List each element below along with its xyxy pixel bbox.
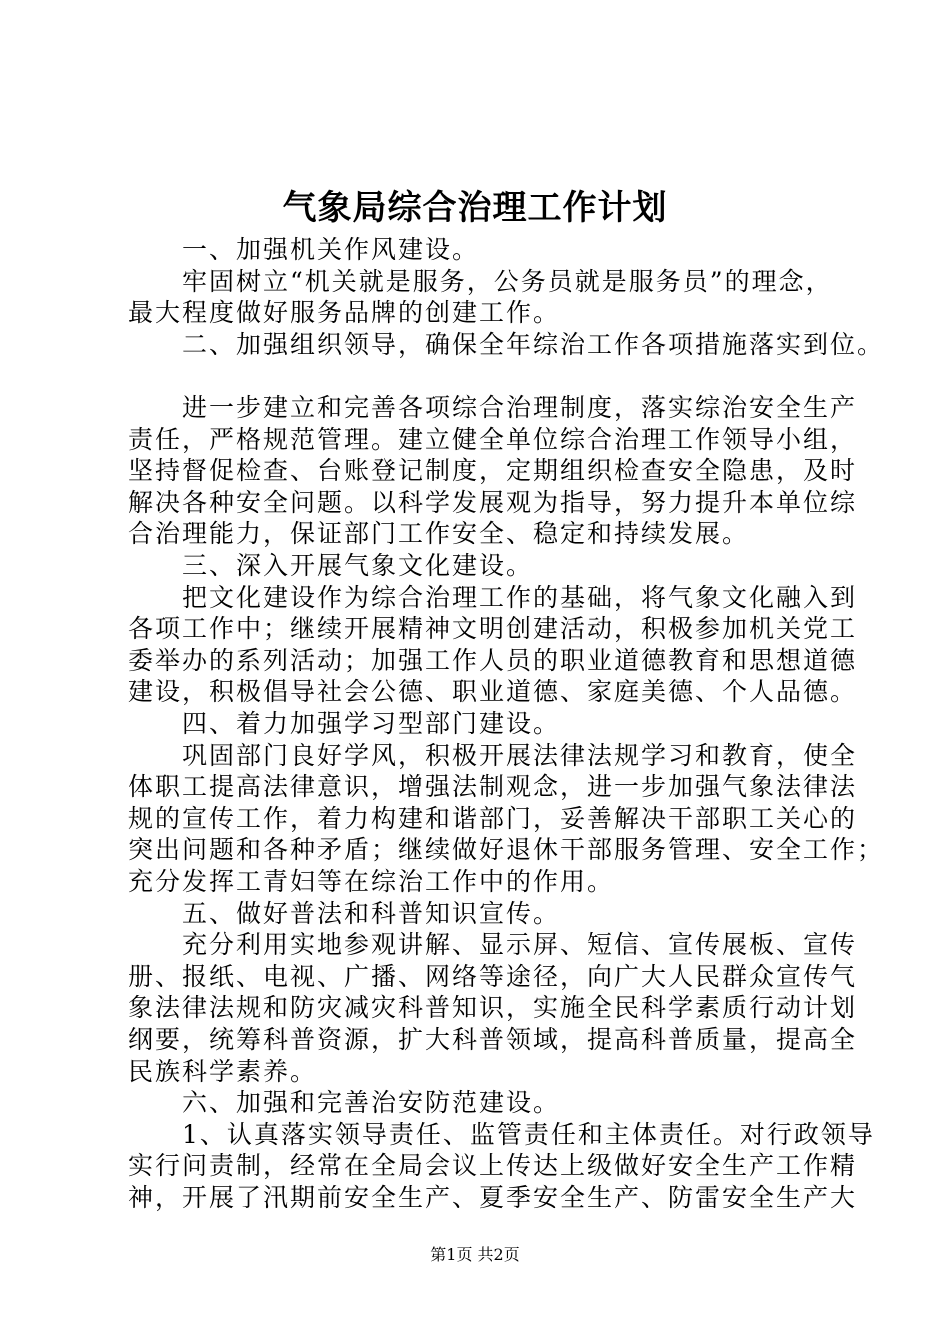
document-title: 气象局综合治理工作计划 bbox=[282, 188, 668, 228]
text-line: 规的宣传工作，着力构建和谐部门，妥善解决干部职工关心的 bbox=[128, 803, 858, 833]
page-footer: 第1页 共2页 bbox=[430, 1245, 520, 1264]
text-line: 五、做好普法和科普知识宣传。 bbox=[182, 898, 561, 928]
text-line: 二、加强组织领导，确保全年综治工作各项措施落实到位。 bbox=[182, 329, 885, 359]
text-line: 巩固部门良好学风，积极开展法律法规学习和教育，使全 bbox=[182, 740, 858, 770]
text-line: 1、认真落实领导责任、监管责任和主体责任。对行政领导 bbox=[182, 1119, 875, 1149]
text-line: 建设，积极倡导社会公德、职业道德、家庭美德、个人品德。 bbox=[128, 677, 858, 707]
text-line: 充分发挥工青妇等在综治工作中的作用。 bbox=[128, 867, 615, 896]
text-line: 四、着力加强学习型部门建设。 bbox=[182, 709, 561, 738]
text-line: 解决各种安全问题。以科学发展观为指导，努力提升本单位综 bbox=[128, 487, 858, 517]
text-line: 一、加强机关作风建设。 bbox=[182, 235, 480, 264]
text-line: 各项工作中；继续开展精神文明创建活动，积极参加机关党工 bbox=[128, 614, 858, 644]
text-line: 合治理能力，保证部门工作安全、稳定和持续发展。 bbox=[128, 519, 750, 549]
text-line: 把文化建设作为综合治理工作的基础，将气象文化融入到 bbox=[182, 582, 858, 612]
text-line: 纲要，统筹科普资源，扩大科普领域，提高科普质量，提高全 bbox=[128, 1025, 858, 1054]
text-line: 象法律法规和防灾减灾科普知识，实施全民科学素质行动计划 bbox=[128, 993, 858, 1023]
text-line: 神，开展了汛期前安全生产、夏季安全生产、防雷安全生产大 bbox=[128, 1183, 858, 1212]
text-line: 六、加强和完善治安防范建设。 bbox=[182, 1088, 561, 1118]
text-line: 册、报纸、电视、广播、网络等途径，向广大人民群众宣传气 bbox=[128, 961, 858, 991]
text-line: 牢固树立“机关就是服务，公务员就是服务员”的理念， bbox=[182, 266, 833, 296]
text-line: 坚持督促检查、台账登记制度，定期组织检查安全隐患，及时 bbox=[128, 456, 858, 486]
text-line: 三、深入开展气象文化建设。 bbox=[182, 551, 534, 580]
text-line: 责任，严格规范管理。建立健全单位综合治理工作领导小组， bbox=[128, 424, 858, 454]
text-line: 充分利用实地参观讲解、显示屏、短信、宣传展板、宣传 bbox=[182, 930, 858, 960]
text-line: 突出问题和各种矛盾；继续做好退休干部服务管理、安全工作； bbox=[128, 835, 885, 865]
text-line: 体职工提高法律意识，增强法制观念，进一步加强气象法律法 bbox=[128, 772, 858, 802]
text-line: 最大程度做好服务品牌的创建工作。 bbox=[128, 298, 561, 328]
text-line: 委举办的系列活动；加强工作人员的职业道德教育和思想道德 bbox=[128, 645, 858, 675]
text-line: 进一步建立和完善各项综合治理制度，落实综治安全生产 bbox=[182, 393, 858, 422]
text-line: 民族科学素养。 bbox=[128, 1056, 318, 1086]
text-line: 实行问责制，经常在全局会议上传达上级做好安全生产工作精 bbox=[128, 1151, 858, 1181]
